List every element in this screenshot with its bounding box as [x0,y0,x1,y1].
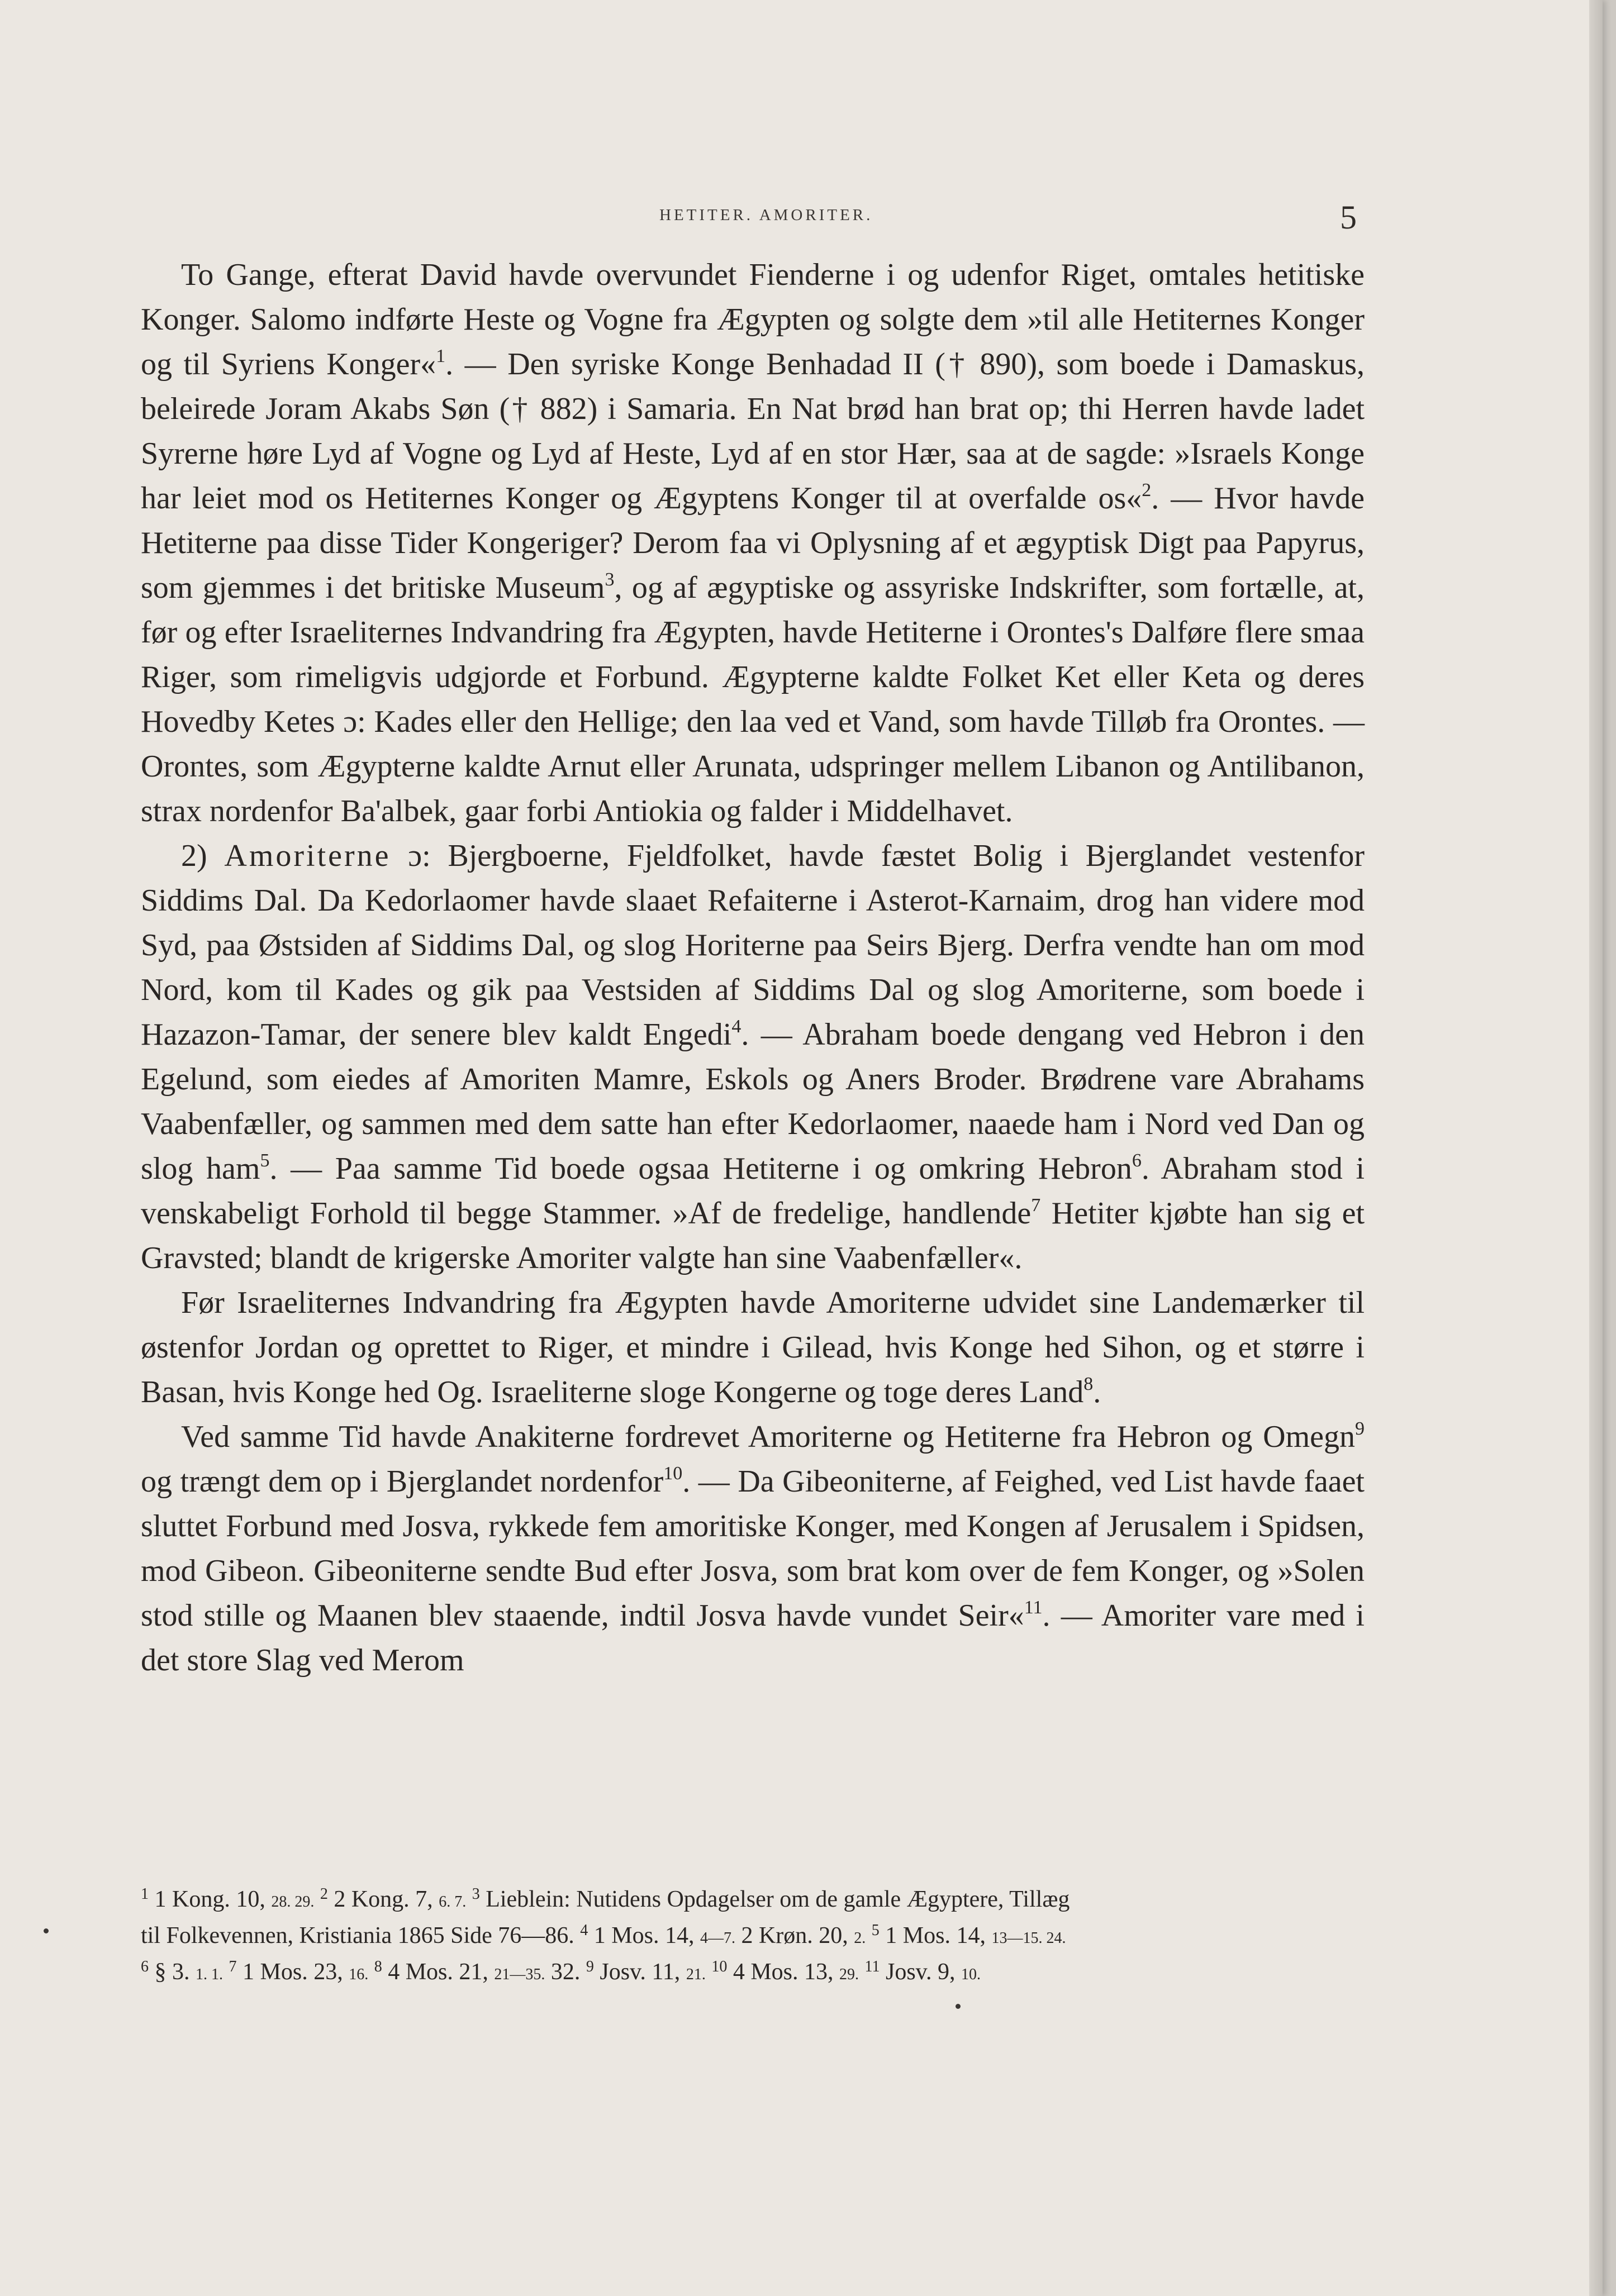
text-run: Hetiter kjøbte han sig et Gravsted; blandt de krigerske Amoriter valgte han sine Vaabenfæller«. [141,1196,1365,1275]
text-run [859,1959,865,1985]
text-run [314,1887,320,1912]
paragraph-1 [141,253,1365,833]
verse-ref: 2. [854,1930,866,1947]
verse-ref: 4—7. [700,1930,735,1947]
text-run: 2 Krøn. 20, [735,1923,854,1949]
text-run: Ved samme Tid havde Anakiterne fordrevet Amoriterne og Hetiterne fra Hebron og Omegn [181,1419,1355,1454]
footnote-marker: 5 [260,1150,270,1171]
verse-ref: 29. [839,1966,859,1983]
footnote-marker: 1 [436,346,446,366]
text-run: . — Amoriter vare med i det store Slag ved Merom [141,1598,1365,1678]
text-run: 1 Mos. 23, [236,1959,349,1985]
text-run: 2 Kong. 7, [327,1887,439,1912]
text-run [223,1959,229,1985]
footnotes [141,1883,1365,1992]
footnote-marker: 7 [1031,1195,1041,1216]
footnote-line-1 [141,1883,1365,1919]
page-edge [1589,0,1603,2296]
footnote-marker: 4 [731,1016,742,1037]
text-run [866,1923,872,1949]
footnote-marker: 7 [229,1958,237,1975]
spaced-term: Amoriterne [224,839,391,873]
text-run: , og af ægyptiske og assyriske Indskrifter, som fortælle, at, før og efter Israeliternes Indvandring fra Ægypten, havde Hetiterne i Orontes's Dalføre flere smaa Riger, som rimeligvis udgjorde et Forbund. Ægypterne kaldte Folket Ket eller Keta og deres Hovedby Ketes ɔ: Kades eller den Hellige; den laa ved et Vand, som havde Tilløb fra Orontes. — Orontes, som Ægypterne kaldte Arnut eller Arunata, udspringer mellem Libanon og Antilibanon, strax nordenfor Ba'albek, gaar forbi Antiokia og falder i Middelhavet. [141,570,1365,828]
text-run: . — Hvor havde Hetiterne paa disse Tider Kongeriger? Derom faa vi Oplysning af et ægyptisk Digt paa Papyrus, som gjemmes i det britiske Museum [141,481,1365,605]
text-run: 1 Mos. 14, [879,1923,992,1949]
verse-ref: 28. 29. [271,1893,315,1911]
verse-ref: 13—15. 24. [991,1930,1066,1947]
text-run [706,1959,712,1985]
footnote-marker: 11 [1024,1597,1043,1618]
footnote-marker: 6 [1132,1150,1142,1171]
text-run: 1 Mos. 14, [588,1923,700,1949]
text-run: . Abraham stod i venskabeligt Forhold til begge Stammer. »Af de fredelige, handlende [141,1151,1365,1231]
verse-ref: 16. [349,1966,369,1983]
page-header [0,198,1603,237]
text-run [368,1959,374,1985]
footnote-marker: 1 [141,1885,149,1903]
text-run: 32. [545,1959,586,1985]
footnote-line-3 [141,1955,1365,1992]
text-run: og trængt dem op i Bjerglandet nordenfor [141,1464,664,1499]
text-run: ɔ: Bjergboerne, Fjeldfolket, havde fæstet Bolig i Bjerglandet vestenfor Siddims Dal. Da Kedorlaomer havde slaaet Refaiterne i Asterot-Karnaim, drog han videre mod Syd, paa Østsiden af Siddims Dal, og slog Horiterne paa Seirs Bjerg. Derfra vendte han om mod Nord, kom til Kades og gik paa Vestsiden af Siddims Dal og slog Amoriterne, som boede i Hazazon-Tamar, der senere blev kaldt Engedi [141,839,1365,1052]
margin-speck [956,2004,961,2009]
page-number: 5 [1340,199,1357,236]
text-run: . — Den syriske Konge Benhadad II († 890), som boede i Damaskus, beleirede Joram Akabs Søn († 882) i Samaria. En Nat brød han brat op; thi Herren havde ladet Syrerne høre Lyd af Vogne og Lyd af Heste, Lyd af en stor Hær, saa at de sagde: »Israels Konge har leiet mod os Hetiternes Konger og Ægyptens Konger til at overfalde os« [141,347,1365,516]
footnote-marker: 2 [320,1885,328,1903]
verse-ref: 10. [961,1966,981,1983]
footnote-marker: 5 [871,1922,880,1939]
verse-ref: 6. 7. [439,1893,467,1911]
paragraph-4 [141,1414,1365,1683]
footnote-marker: 8 [1083,1374,1094,1394]
footnote-marker: 2 [1142,480,1152,501]
text-run: 2) [181,839,225,873]
text-run: . — Abraham boede dengang ved Hebron i den Egelund, som eiedes af Amoriten Mamre, Eskols og Aners Broder. Brødrene vare Abrahams Vaabenfæller, og sammen med dem satte han efter Kedorlaomer, naaede ham i Nord ved Dan og slog ham [141,1017,1365,1186]
footnote-marker: 10 [663,1463,683,1484]
verse-ref: 1. 1. [196,1966,223,1983]
text-run: 1 Kong. 10, [149,1887,272,1912]
text-run: Før Israeliternes Indvandring fra Ægypten havde Amoriterne udvidet sine Landemærker til østenfor Jordan og oprettet to Riger, et mindre i Gilead, hvis Konge hed Sihon, og et større i Basan, hvis Konge hed Og. Israeliterne sloge Kongerne og toge deres Land [141,1285,1365,1409]
text-run: til Folkevennen, Kristiania 1865 Side 76—86. [141,1923,581,1949]
text-run: 4 Mos. 13, [727,1959,840,1985]
footnote-marker: 10 [711,1958,728,1975]
footnote-marker: 3 [472,1885,480,1903]
text-run: Josv. 9, [880,1959,961,1985]
footnote-marker: 6 [141,1958,149,1975]
footnote-marker: 3 [605,569,615,590]
text-run: . — Paa samme Tid boede ogsaa Hetiterne i og omkring Hebron [269,1151,1132,1186]
text-run: 4 Mos. 21, [382,1959,495,1985]
text-run [466,1887,472,1912]
verse-ref: 21—35. [494,1966,545,1983]
verse-ref: 21. [686,1966,706,1983]
paragraph-3 [141,1280,1365,1414]
footnote-line-2 [141,1919,1365,1955]
text-run: Josv. 11, [593,1959,686,1985]
text-run: To Gange, efterat David havde overvundet Fienderne i og udenfor Riget, omtales hetitiske Konger. Salomo indførte Heste og Vogne fra Ægypten og solgte dem »til alle Hetiternes Konger og til Syriens Konger« [141,258,1365,382]
footnote-marker: 4 [580,1922,588,1939]
running-head: HETITER. AMORITER. [659,206,873,224]
footnote-marker: 9 [586,1958,594,1975]
text-run: . [1093,1375,1101,1409]
text-run: § 3. [149,1959,196,1985]
paragraph-2 [141,833,1365,1280]
footnote-marker: 8 [374,1958,382,1975]
footnote-marker: 9 [1355,1418,1365,1439]
margin-speck [44,1928,49,1933]
body-text [141,253,1365,1683]
text-run: . — Da Gibeoniterne, af Feighed, ved List havde faaet sluttet Forbund med Josva, rykkede fem amoritiske Konger, med Kongen af Jerusalem i Spidsen, mod Gibeon. Gibeoniterne sendte Bud efter Josva, som brat kom over de fem Konger, og »Solen stod stille og Maanen blev staaende, indtil Josva havde vundet Seir« [141,1464,1365,1633]
text-run: Lieblein: Nutidens Opdagelser om de gamle Ægyptere, Tillæg [479,1887,1070,1912]
footnote-marker: 11 [864,1958,880,1975]
